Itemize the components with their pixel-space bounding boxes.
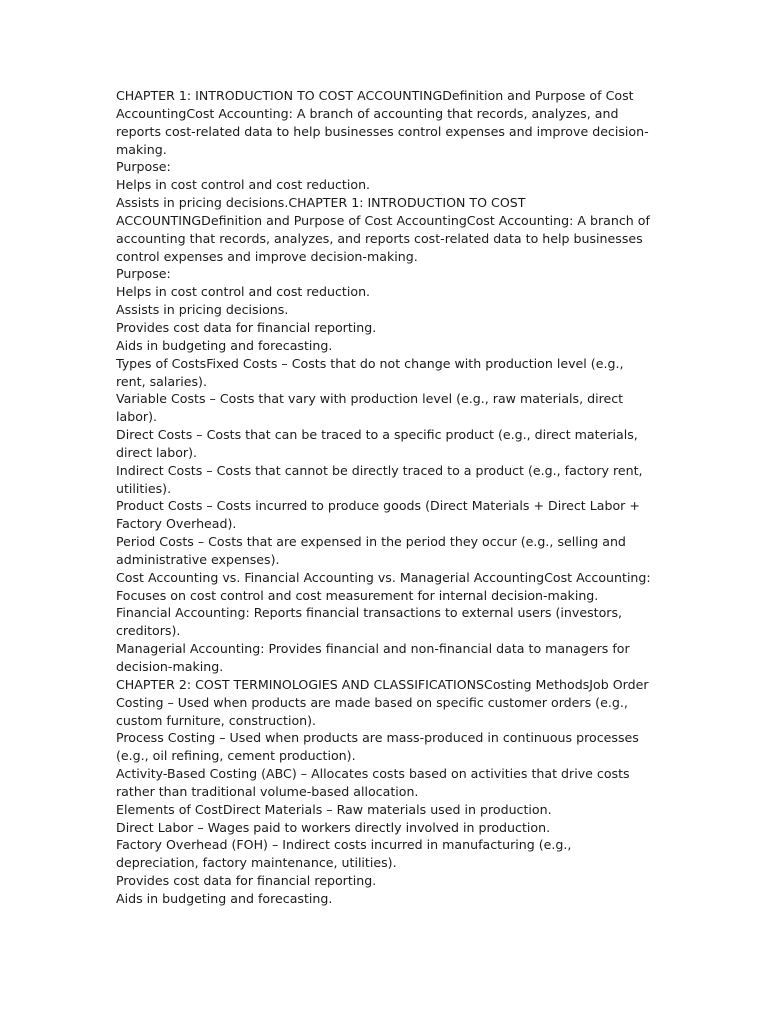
document-text-line: creditors).: [116, 623, 181, 639]
document-text-line: Elements of CostDirect Materials – Raw materials used in production.: [116, 801, 552, 817]
document-text-line: accounting that records, analyzes, and reports cost-related data to help businesses: [116, 230, 643, 246]
document-text-line: depreciation, factory maintenance, utilities).: [116, 855, 397, 871]
document-text-line: Aids in budgeting and forecasting.: [116, 337, 333, 353]
document-text-line: Provides cost data for financial reporting.: [116, 873, 377, 889]
document-text-line: Helps in cost control and cost reduction.: [116, 177, 371, 193]
document-text-line: Financial Accounting: Reports financial transactions to external users (investors,: [116, 605, 623, 621]
document-text-line: ACCOUNTINGDefinition and Purpose of Cost AccountingCost Accounting: A branch of: [116, 212, 650, 228]
document-text-line: administrative expenses).: [116, 551, 280, 567]
document-text-line: Aids in budgeting and forecasting.: [116, 890, 333, 906]
document-text-line: Factory Overhead).: [116, 516, 237, 532]
document-text-line: Types of CostsFixed Costs – Costs that do not change with production level (e.g.,: [116, 355, 624, 371]
document-text-line: making.: [116, 141, 167, 157]
document-text-line: Direct Labor – Wages paid to workers directly involved in production.: [116, 819, 551, 835]
document-text-line: reports cost-related data to help businesses control expenses and improve decision-: [116, 123, 649, 139]
document-text-line: Cost Accounting vs. Financial Accounting vs. Managerial AccountingCost Accounting:: [116, 569, 651, 585]
document-text-line: Helps in cost control and cost reduction.: [116, 284, 371, 300]
document-text-line: rather than traditional volume-based allocation.: [116, 783, 419, 799]
document-text-line: Activity-Based Costing (ABC) – Allocates costs based on activities that drive costs: [116, 766, 630, 782]
document-text-line: Process Costing – Used when products are mass-produced in continuous processes: [116, 730, 639, 746]
document-text-line: labor).: [116, 409, 158, 425]
document-text-line: CHAPTER 2: COST TERMINOLOGIES AND CLASSIFICATIONSCosting MethodsJob Order: [116, 676, 649, 692]
document-text-line: Period Costs – Costs that are expensed in the period they occur (e.g., selling and: [116, 534, 626, 550]
document-text-line: Managerial Accounting: Provides financial and non-financial data to managers for: [116, 641, 630, 657]
document-text-line: decision-making.: [116, 659, 224, 674]
document-text-line: (e.g., oil refining, cement production).: [116, 748, 356, 764]
document-text-line: custom furniture, construction).: [116, 712, 317, 728]
document-text-line: CHAPTER 1: INTRODUCTION TO COST ACCOUNTINGDefinition and Purpose of Cost: [116, 88, 634, 103]
document-text-line: Purpose:: [116, 266, 171, 282]
document-text-line: Direct Costs – Costs that can be traced to a specific product (e.g., direct materials,: [116, 427, 638, 443]
document-text-line: utilities).: [116, 480, 172, 496]
document-text-line: rent, salaries).: [116, 373, 207, 389]
document-text-line: Variable Costs – Costs that vary with production level (e.g., raw materials, direct: [116, 391, 624, 407]
document-text-line: AccountingCost Accounting: A branch of accounting that records, analyzes, and: [116, 105, 619, 121]
document-text-line: direct labor).: [116, 444, 198, 460]
document-text-line: Provides cost data for financial reporting.: [116, 319, 377, 335]
document-text-line: Focuses on cost control and cost measurement for internal decision-making.: [116, 587, 599, 603]
document-text-line: Purpose:: [116, 159, 171, 175]
document-body: [116, 87, 656, 908]
document-text-line: control expenses and improve decision-making.: [116, 248, 418, 264]
document-text-line: Indirect Costs – Costs that cannot be directly traced to a product (e.g., factory rent,: [116, 462, 643, 478]
document-text-line: Product Costs – Costs incurred to produce goods (Direct Materials + Direct Labor +: [116, 498, 640, 514]
document-text-line: Factory Overhead (FOH) – Indirect costs incurred in manufacturing (e.g.,: [116, 837, 572, 853]
document-text-line: Costing – Used when products are made based on specific customer orders (e.g.,: [116, 694, 628, 710]
document-text-line: Assists in pricing decisions.CHAPTER 1: INTRODUCTION TO COST: [116, 195, 526, 211]
document-text-line: Assists in pricing decisions.: [116, 302, 289, 318]
